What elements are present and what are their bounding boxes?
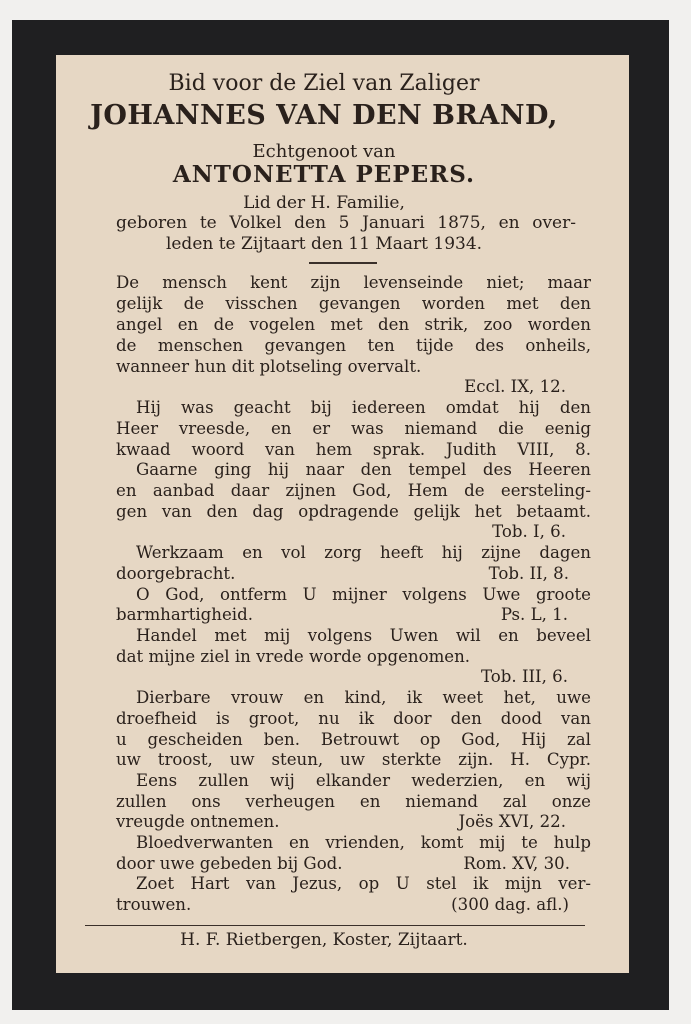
printer-credit: H. F. Rietbergen, Koster, Zijtaart. xyxy=(180,930,468,950)
text-fragment: vreugde ontnemen. xyxy=(116,812,280,831)
text-line: Hij was geacht bij iedereen omdat hij den xyxy=(136,398,591,417)
text-line: wanneer hun dit plotseling overvalt. xyxy=(116,357,422,376)
text-line: Werkzaam en vol zorg heeft hij zijne dagen xyxy=(136,543,591,562)
text-line xyxy=(116,605,568,625)
scripture-reference: Ps. L, 1. xyxy=(500,605,568,624)
membership-line: Lid der H. Familie, xyxy=(243,193,405,213)
prayer-heading: Bid voor de Ziel van Zaliger xyxy=(168,71,480,96)
divider-top xyxy=(309,262,377,264)
scripture-reference: Tob. I, 6. xyxy=(492,522,566,541)
text-line: Handel met mij volgens Uwen wil en beveel xyxy=(136,626,591,645)
text-line: Eens zullen wij elkander wederzien, en wij xyxy=(136,771,591,790)
text-line: u gescheiden ben. Betrouwt op God, Hij zal xyxy=(116,730,591,749)
text-line: kwaad woord van hem sprak. Judith VIII, 8. xyxy=(116,440,591,459)
text-line: en aanbad daar zijnen God, Hem de eersteling- xyxy=(116,481,591,500)
text-line: angel en de vogelen met den strik, zoo worden xyxy=(116,315,591,334)
scripture-reference: Rom. XV, 30. xyxy=(463,854,570,873)
text-line xyxy=(116,564,569,584)
text-line xyxy=(116,895,569,915)
deceased-name: JOHANNES VAN DEN BRAND, xyxy=(90,100,558,131)
text-line: uw troost, uw steun, uw sterkte zijn. H. Cypr. xyxy=(116,750,591,769)
birth-death-line-2: leden te Zijtaart den 11 Maart 1934. xyxy=(165,234,483,254)
text-fragment: trouwen. xyxy=(116,895,192,914)
text-line: Zoet Hart van Jezus, op U stel ik mijn ver- xyxy=(136,874,591,893)
text-line xyxy=(116,812,566,832)
spouse-name: ANTONETTA PEPERS. xyxy=(172,161,476,188)
text-line: De mensch kent zijn levenseinde niet; maar xyxy=(116,273,591,292)
spouse-intro: Echtgenoot van xyxy=(252,141,396,162)
indulgence-note: (300 dag. afl.) xyxy=(451,895,569,914)
text-line: zullen ons verheugen en niemand zal onze xyxy=(116,792,591,811)
text-fragment: door uwe gebeden bij God. xyxy=(116,854,343,873)
text-line xyxy=(116,854,570,874)
text-line: Gaarne ging hij naar den tempel des Heeren xyxy=(136,460,591,479)
scripture-reference: Tob. II, 8. xyxy=(488,564,569,583)
text-line: Bloedverwanten en vrienden, komt mij te hulp xyxy=(136,833,591,852)
text-line: dat mijne ziel in vrede worde opgenomen. xyxy=(116,647,471,666)
birth-death-line-1: geboren te Volkel den 5 Januari 1875, en over- xyxy=(116,213,576,233)
text-fragment: barmhartigheid. xyxy=(116,605,254,624)
text-line: Heer vreesde, en er was niemand die eenig xyxy=(116,419,591,438)
divider-bottom xyxy=(85,925,585,926)
text-line: droefheid is groot, nu ik door den dood van xyxy=(116,709,591,728)
scripture-reference: Tob. III, 6. xyxy=(481,667,568,686)
scripture-reference: Joës XVI, 22. xyxy=(458,812,566,831)
text-line: gen van den dag opdragende gelijk het betaamt. xyxy=(116,502,591,521)
text-fragment: doorgebracht. xyxy=(116,564,236,583)
text-line: gelijk de visschen gevangen worden met den xyxy=(116,294,591,313)
text-line: O God, ontferm U mijner volgens Uwe groote xyxy=(136,585,591,604)
scripture-reference: Eccl. IX, 12. xyxy=(464,377,566,396)
text-line: de menschen gevangen ten tijde des onheils, xyxy=(116,336,591,355)
text-line: Dierbare vrouw en kind, ik weet het, uwe xyxy=(136,688,591,707)
